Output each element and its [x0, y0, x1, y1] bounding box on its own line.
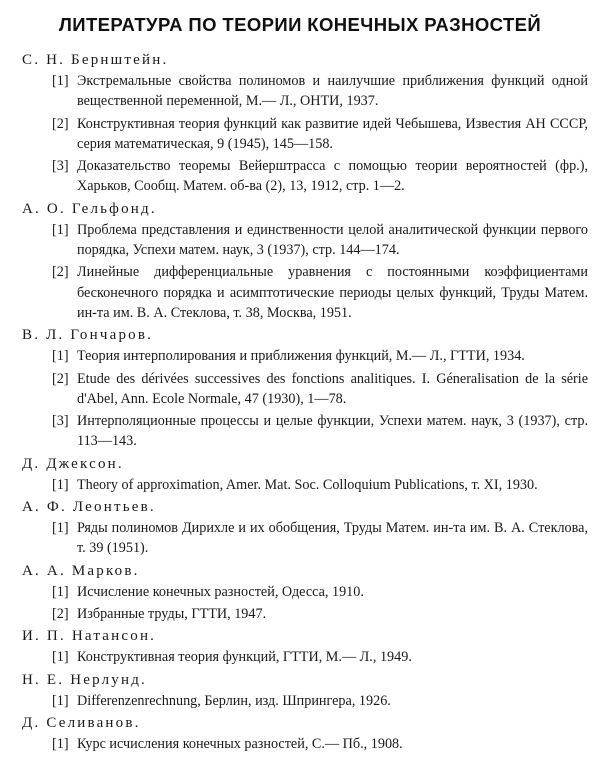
bibliography [22, 50, 588, 756]
reference-number: [1] [52, 735, 69, 752]
reference-number: [1] [52, 221, 69, 238]
reference-entry [22, 734, 588, 754]
reference-text: Etude des dérivées successives des fonctions analitiques. I. Géneralisation de la série d'Abel, Ann. Ecole Normale, 47 (1930), 1—78. [77, 370, 588, 407]
reference-text: Доказательство теоремы Вейерштрасса с помощью теории вероятностей (фр.), Харьков, Сообщ. Матем. об-ва (2), 13, 1912, стр. 1—2. [77, 158, 588, 195]
reference-entry [22, 262, 588, 323]
author-name: Д. Селиванов. [22, 714, 141, 731]
author-name: А. А. Марков. [22, 562, 140, 579]
reference-number: [2] [52, 605, 69, 622]
reference-entry [22, 411, 588, 452]
reference-text: Theory of approximation, Amer. Mat. Soc. Colloquium Publications, т. XI, 1930. [77, 476, 538, 493]
reference-entry [22, 691, 588, 711]
reference-entry [22, 156, 588, 197]
reference-number: [1] [52, 649, 69, 666]
reference-text: Теория интерполирования и приближения функций, М.— Л., ГТТИ, 1934. [77, 348, 525, 365]
author-name: Н. Е. Нерлунд. [22, 671, 147, 688]
author-name: А. О. Гельфонд. [22, 200, 157, 217]
reference-number: [1] [52, 583, 69, 600]
reference-text: Проблема представления и единственности целой аналитической функции первого порядка, Успехи матем. наук, 3 (1937), стр. 144—174. [77, 221, 588, 259]
reference-number: [2] [52, 264, 69, 281]
reference-number: [2] [52, 370, 69, 387]
reference-text: Конструктивная теория функций, ГТТИ, М.— Л., 1949. [77, 649, 412, 666]
author-name: В. Л. Гончаров. [22, 327, 154, 344]
reference-number: [3] [52, 413, 69, 430]
reference-text: Differenzenrechnung, Берлин, изд. Шпрингера, 1926. [77, 692, 391, 709]
author-name: С. Н. Бернштейн. [22, 52, 169, 68]
reference-entry [22, 582, 588, 602]
reference-entry [22, 647, 588, 667]
reference-number: [1] [52, 73, 69, 89]
reference-text: Ряды полиномов Дирихле и их обобщения, Труды Матем. ин-та им. В. А. Стеклова, т. 39 (1951). [77, 520, 588, 557]
reference-number: [1] [52, 476, 69, 493]
author-name: И. П. Натансон. [22, 628, 157, 645]
reference-entry [22, 604, 588, 624]
reference-number: [1] [52, 348, 69, 365]
page-title: ЛИТЕРАТУРА ПО ТЕОРИИ КОНЕЧНЫХ РАЗНОСТЕЙ [58, 14, 542, 35]
reference-entry [22, 369, 588, 410]
reference-entry [22, 114, 588, 155]
reference-entry [22, 220, 588, 261]
reference-entry [22, 518, 588, 559]
reference-entry [22, 475, 588, 495]
reference-text: Линейные дифференциальные уравнения с постоянными коэффициентами бесконечного порядка и асимптотические периоды целых функций, Труды Матем. ин-та им. В. А. Стеклова, т. 38, Москва, 1951. [77, 264, 588, 321]
reference-number: [1] [52, 520, 69, 537]
reference-text: Интерполяционные процессы и целые функции, Успехи матем. наук, 3 (1937), стр. 113—143. [77, 413, 588, 450]
reference-number: [1] [52, 692, 69, 709]
author-name: А. Ф. Леонтьев. [22, 499, 156, 516]
reference-text: Конструктивная теория функций как развитие идей Чебышева, Известия АН СССР, серия математическая, 9 (1945), 145—158. [77, 115, 588, 152]
reference-entry [22, 346, 588, 366]
reference-number: [3] [52, 158, 69, 175]
reference-text: Исчисление конечных разностей, Одесса, 1910. [77, 583, 364, 600]
author-name: Д. Джексон. [22, 455, 124, 472]
reference-text: Избранные труды, ГТТИ, 1947. [77, 605, 267, 622]
reference-number: [2] [52, 115, 69, 132]
reference-entry [22, 71, 588, 112]
reference-text: Экстремальные свойства полиномов и наилучшие приближения функций одной вещественной переменной, М.— Л., ОНТИ, 1937. [77, 73, 588, 110]
reference-text: Курс исчисления конечных разностей, С.— Пб., 1908. [77, 735, 403, 752]
